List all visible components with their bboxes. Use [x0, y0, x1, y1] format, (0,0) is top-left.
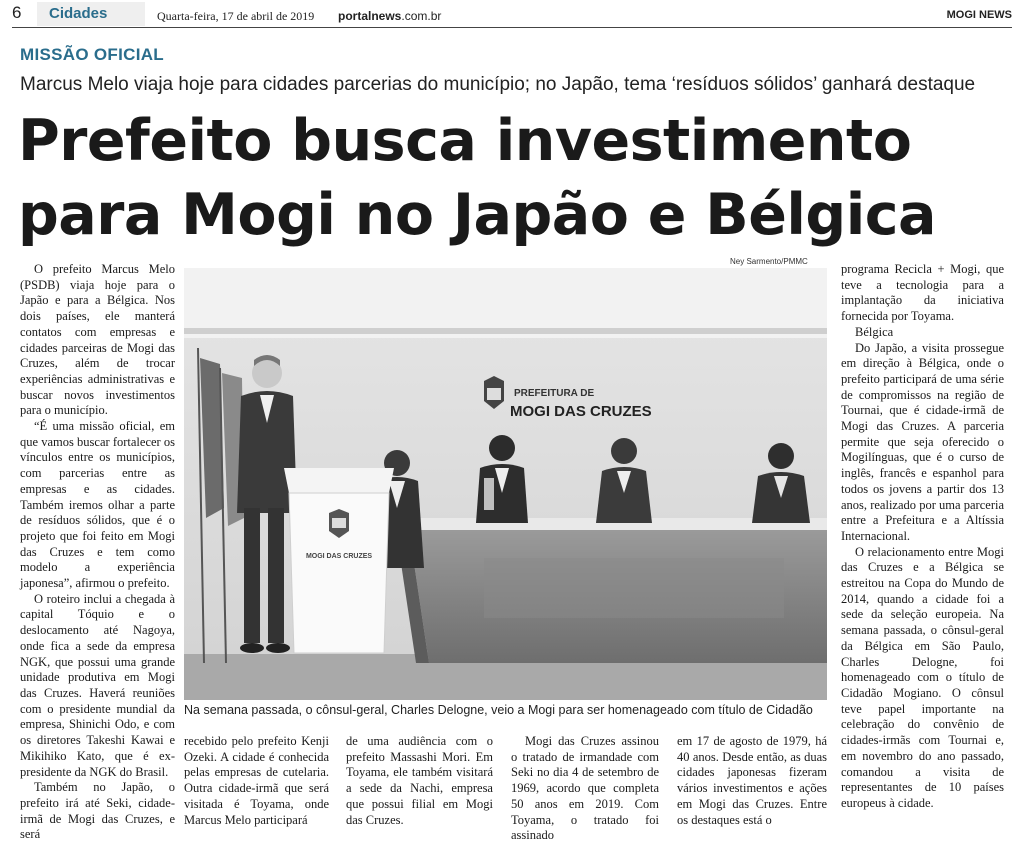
page-header — [0, 0, 1024, 30]
paragraph: “É uma missão oficial, em que vamos buscar fortalecer os vínculos entre os municípios, com parcerias entre as empresas e as cidades. Também iremos olhar a parte de resíduos sólidos, que é o projeto que foi feito em Mogi das Cruzes e tem como modelo a experiência japonesa”, afirmou o prefeito. — [20, 419, 175, 591]
sign-line-2: MOGI DAS CRUZES — [510, 403, 652, 420]
photo-credit: Ney Sarmento/PMMC — [730, 257, 808, 266]
issue-date: Quarta-feira, 17 de abril de 2019 — [157, 9, 315, 23]
headline-line-2: para Mogi no Japão e Bélgica — [18, 182, 937, 248]
headline-line-1: Prefeito busca investimento — [18, 108, 912, 174]
paragraph: programa Recicla + Mogi, que teve a tecnologia para a implantação da iniciativa fornecida por Toyama. — [841, 262, 1004, 324]
sign-line-1: PREFEITURA DE — [514, 388, 595, 399]
paragraph: O relacionamento entre Mogi das Cruzes e a Bélgica se estreitou na Copa do Mundo de 2014, quando a cidade foi a sede da seleção europeia. Na semana passada, o cônsul-geral da Bélgica em São Paulo, Charles Delogne, foi homenageado com o título de Cidadão Mogiano. O cônsul teve papel importante na celebração do convênio de cidades-irmãs com Tournai e, em novembro do ano passado, comandou a visita de representantes de 10 países europeus à cidade. — [841, 544, 1004, 810]
section-name: Cidades — [49, 5, 108, 22]
paragraph: O prefeito Marcus Melo (PSDB) viaja hoje para o Japão e para a Bélgica. Nos dois países, ele manterá contatos com empresas e cidades parceiras de Mogi das Cruzes, além de trocar experiências administrativas e buscar novos investimentos para o município. — [20, 262, 175, 418]
event-photo — [184, 268, 827, 700]
site-url — [338, 9, 441, 23]
paragraph: de uma audiência com o prefeito Massashi Mori. Em Toyama, ele também visitará a sede da Nachi, empresa que possui filial em Mogi das Cruzes. — [346, 734, 493, 827]
site-url-bold: portalnews — [338, 9, 402, 23]
subtitle: Marcus Melo viaja hoje para cidades parcerias do município; no Japão, tema ‘resíduos sólidos’ ganhará destaque — [20, 74, 976, 95]
photo-caption: Na semana passada, o cônsul-geral, Charles Delogne, veio a Mogi para ser homenageado com título de Cidadão — [184, 703, 813, 717]
article-column-6 — [841, 262, 1004, 812]
article-column-2 — [184, 734, 329, 828]
headline — [18, 104, 1018, 252]
page-number: 6 — [12, 3, 22, 22]
subhead-belgica: Bélgica — [855, 324, 894, 339]
paragraph: em 17 de agosto de 1979, há 40 anos. Desde então, as duas cidades japonesas fizeram vários investimentos e ações em Mogi das Cruzes. Entre os destaques está o — [677, 734, 827, 827]
conference-table — [396, 518, 827, 663]
paragraph: Também no Japão, o prefeito irá até Seki, cidade-irmã de Mogi das Cruzes, e será — [20, 780, 175, 842]
podium — [284, 468, 394, 653]
article-column-1 — [20, 262, 175, 843]
header-rule — [12, 27, 1012, 28]
article-column-3 — [346, 734, 493, 828]
paragraph: O roteiro inclui a chegada à capital Tóquio e o deslocamento até Nagoya, onde fica a sede da empresa NGK, que possui uma grande unidade produtiva em Mogi das Cruzes. Haverá reuniões com o presidente mundial da empresa, Shinichi Odo, e com os diretores Takeshi Kawai e Mikihiko Kato, que é ex-presidente da NGK do Brasil. — [20, 591, 175, 779]
site-url-domain: .com.br — [401, 9, 442, 23]
paragraph: Do Japão, a visita prossegue em direção à Bélgica, onde o prefeito participará de uma série de compromissos na região de Tournai, que é cidade-irmã de Mogi das Cruzes. A parceria permite que seja oferecido o Mogilínguas, que é o curso de inglês, francês e espanhol para todos os jovens a partir dos 13 anos, realizado por uma parceria entre a Prefeitura e a Altíssia Internacional. — [841, 340, 1004, 543]
article-column-4 — [511, 734, 659, 844]
article-column-5 — [677, 734, 827, 828]
paragraph: Mogi das Cruzes assinou o tratado de irmandade com Seki no dia 4 de setembro de 1969, acordo que completa 50 anos em 2019. Com Toyama, o tratado foi assinado — [511, 734, 659, 843]
podium-text: MOGI DAS CRUZES — [305, 553, 373, 560]
paragraph: recebido pelo prefeito Kenji Ozeki. A cidade é conhecida pelas empresas de cutelaria. Outra cidade-irmã que será visitada é Toyama, onde Marcus Melo participará — [184, 734, 329, 827]
brand-name: MOGI NEWS — [946, 9, 1012, 21]
ceiling — [184, 268, 827, 338]
kicker: MISSÃO OFICIAL — [20, 45, 164, 64]
